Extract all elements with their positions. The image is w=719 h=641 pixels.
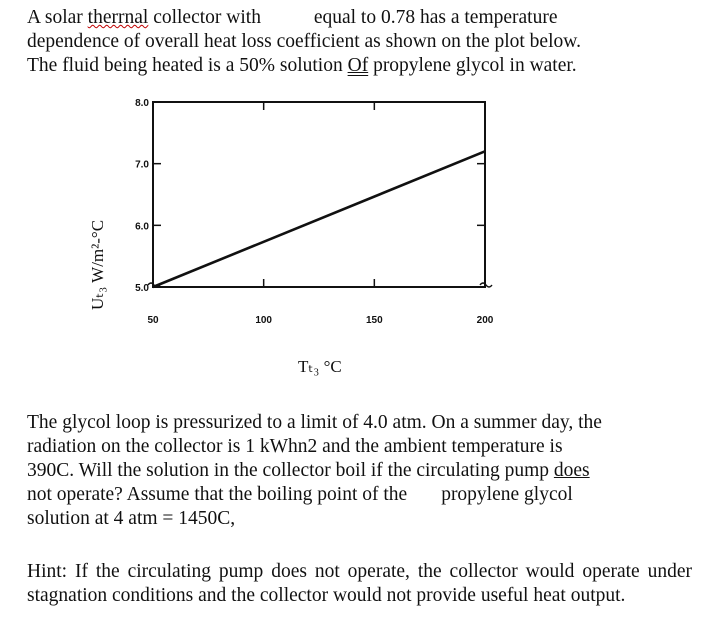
intro-line-3 [27,54,577,78]
intro-text: propylene glycol in water. [368,55,577,76]
y-tick-label: 5.0 [135,283,149,294]
heat-loss-series-line [153,151,485,287]
intro-line-2: dependence of overall heat loss coefficient as shown on the plot below. [27,31,581,52]
intro-line-1 [27,6,557,30]
heat-loss-chart [80,95,540,395]
misspelled-word: therrnal [87,7,149,28]
intro-text: collector with [148,7,266,28]
question-line-5: solution at 4 atm = 1450C, [27,508,236,529]
x-tick-label: 100 [255,315,273,326]
x-tick-label: 50 [147,315,159,326]
x-tick-label: 200 [476,315,494,326]
intro-text: A solar [27,7,88,28]
x-axis-label: Tₜ₃ °C [298,357,342,376]
y-tick-label: 6.0 [135,221,149,233]
y-tick-label: 7.0 [135,159,149,171]
question-line-4: not operate? Assume that the boiling point of the propylene glycol [27,484,573,505]
x-tick-label: 150 [365,315,383,326]
y-axis-label: Uₜ₃ W/m²-°C [88,219,107,310]
question-paragraph [27,411,692,531]
intro-text: equal to 0.78 has a temperature [313,7,558,28]
question-line-3: 390C. Will the solution in the collector boil if the circulating pump does [27,460,590,481]
intro-text: The fluid being heated is a 50% solution [27,55,348,76]
question-line-1: The glycol loop is pressurized to a limit of 4.0 atm. On a summer day, the [27,412,602,433]
y-tick-label: 8.0 [135,98,149,109]
question-line-2: radiation on the collector is 1 kWhn2 and the ambient temperature is [27,436,563,457]
underlined-word: Of [347,55,369,76]
hint-paragraph: Hint: If the circulating pump does not operate, the collector would operate under stagnation conditions and the collector would not provide useful heat output. [27,561,692,606]
underlined-word: does [553,460,590,481]
plot-frame [153,102,485,287]
